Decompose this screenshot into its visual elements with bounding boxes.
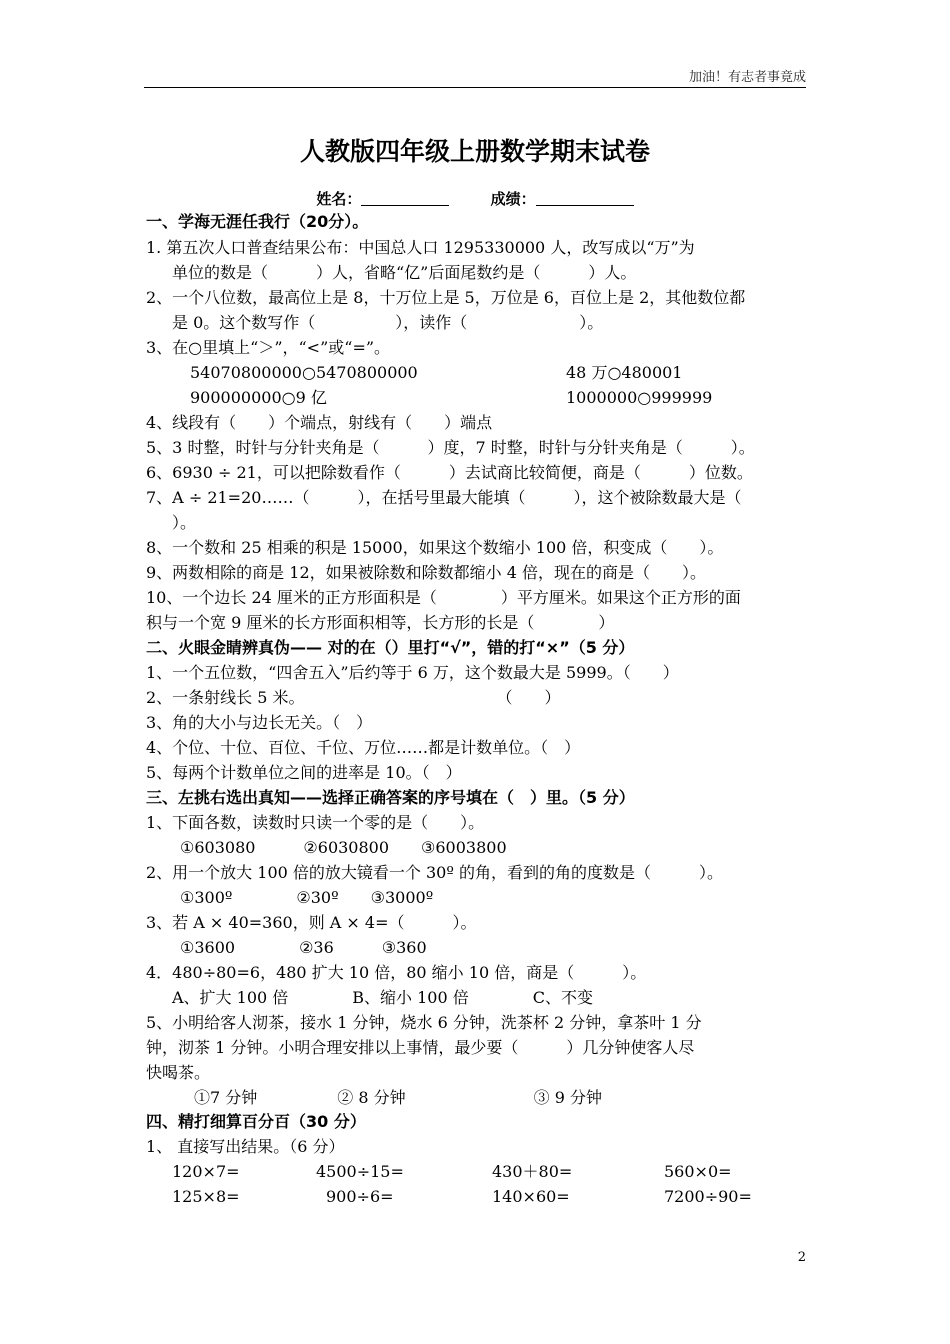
- question-line: 1、下面各数，读数时只读一个零的是（ ）。: [146, 813, 485, 832]
- question-line: 6、6930 ÷ 21，可以把除数看作（ ）去试商比较简便，商是（ ）位数。: [146, 463, 753, 482]
- section-4-heading: 四、精打细算百分百（30 分）: [146, 1112, 366, 1131]
- question-line: 3、角的大小与边长无关。（ ）: [146, 713, 373, 732]
- question-line: 2、用一个放大 100 倍的放大镜看一个 30º 的角，看到的角的度数是（ ）。: [146, 863, 723, 882]
- section-3-heading: 三、左挑右选出真知——选择正确答案的序号填在（ ）里。（5 分）: [146, 788, 635, 807]
- calc-item: 4500÷15=: [316, 1162, 404, 1181]
- calc-item: 560×0=: [664, 1162, 732, 1181]
- question-line: 1. 第五次人口普查结果公布：中国总人口 1295330000 人，改写成以“万”为: [146, 238, 695, 257]
- question-line: 1、 直接写出结果。（6 分）: [146, 1137, 345, 1156]
- name-label: 姓名：: [316, 190, 362, 208]
- page-number: 2: [797, 1250, 806, 1265]
- question-line: 3、在○里填上“＞”，“<”或“=”。: [146, 338, 391, 357]
- question-line: 10、一个边长 24 厘米的正方形面积是（ ）平方厘米。如果这个正方形的面: [146, 588, 741, 607]
- question-line: 5、3 时整，时针与分针夹角是（ ）度，7 时整，时针与分针夹角是（ ）。: [146, 438, 755, 457]
- calc-item: 7200÷90=: [664, 1187, 752, 1206]
- header-rule: [144, 87, 806, 88]
- question-line: 5、小明给客人沏茶，接水 1 分钟，烧水 6 分钟，洗茶杯 2 分钟，拿茶叶 1 分: [146, 1013, 702, 1032]
- section-1-heading: 一、学海无涯任我行（20分）。: [146, 212, 369, 231]
- name-blank[interactable]: [361, 191, 449, 206]
- question-line: 1、一个五位数，“四舍五入”后约等于 6 万，这个数最大是 5999。（ ）: [146, 663, 679, 682]
- calc-item: 900÷6=: [326, 1187, 394, 1206]
- compare-item: 48 万○480001: [566, 363, 683, 382]
- answer-options: ①603080 ②6030800 ③6003800: [180, 838, 507, 857]
- answer-options: A、扩大 100 倍 B、缩小 100 倍 C、不变: [172, 988, 593, 1007]
- answer-options: ①7 分钟 ② 8 分钟 ③ 9 分钟: [194, 1088, 602, 1107]
- question-line: 4、个位、十位、百位、千位、万位……都是计数单位。（ ）: [146, 738, 581, 757]
- question-line: 2、一个八位数，最高位上是 8，十万位上是 5，万位是 6，百位上是 2，其他数位都: [146, 288, 746, 307]
- score-label: 成绩：: [490, 190, 536, 208]
- question-line: 9、两数相除的商是 12，如果被除数和除数都缩小 4 倍，现在的商是（ ）。: [146, 563, 706, 582]
- compare-item: 54070800000○5470800000: [190, 363, 418, 382]
- calc-item: 125×8=: [172, 1187, 240, 1206]
- question-line: 4、线段有（ ）个端点，射线有（ ）端点: [146, 413, 493, 432]
- question-line: 5、每两个计数单位之间的进率是 10。（ ）: [146, 763, 462, 782]
- question-line: 3、若 A × 40=360，则 A × 4=（ ）。: [146, 913, 477, 932]
- question-line: 积与一个宽 9 厘米的长方形面积相等，长方形的长是（ ）: [146, 613, 615, 632]
- score-blank[interactable]: [536, 191, 634, 206]
- question-line: 4．480÷80=6，480 扩大 10 倍，80 缩小 10 倍，商是（ ）。: [146, 963, 647, 982]
- calc-item: 430＋80=: [492, 1162, 573, 1181]
- answer-options: ①300º ②30º ③3000º: [180, 888, 434, 907]
- question-line: 8、一个数和 25 相乘的积是 15000，如果这个数缩小 100 倍，积变成（ ）。: [146, 538, 724, 557]
- question-line: 7、A ÷ 21=20……（ ），在括号里最大能填（ ），这个被除数最大是（: [146, 488, 742, 507]
- answer-options: ①3600 ②36 ③360: [180, 938, 427, 957]
- calc-item: 140×60=: [492, 1187, 570, 1206]
- question-line: 是 0。这个数写作（ ），读作（ ）。: [172, 313, 604, 332]
- calc-item: 120×7=: [172, 1162, 240, 1181]
- question-line: 单位的数是（ ）人，省略“亿”后面尾数约是（ ）人。: [172, 263, 637, 282]
- student-info: [0, 188, 950, 209]
- question-line: ）。: [172, 513, 197, 532]
- question-line: 2、一条射线长 5 米。 （ ）: [146, 688, 561, 707]
- question-line: 快喝茶。: [146, 1063, 211, 1082]
- page-title: 人教版四年级上册数学期末试卷: [299, 137, 650, 166]
- header-motto: 加油！有志者事竟成: [688, 70, 806, 85]
- compare-item: 1000000○999999: [566, 388, 713, 407]
- question-line: 钟，沏茶 1 分钟。小明合理安排以上事情，最少要（ ）几分钟使客人尽: [146, 1038, 695, 1057]
- compare-item: 900000000○9 亿: [190, 388, 327, 407]
- section-2-heading: 二、火眼金睛辨真伪—— 对的在（）里打“√”，错的打“×”（5 分）: [146, 638, 635, 657]
